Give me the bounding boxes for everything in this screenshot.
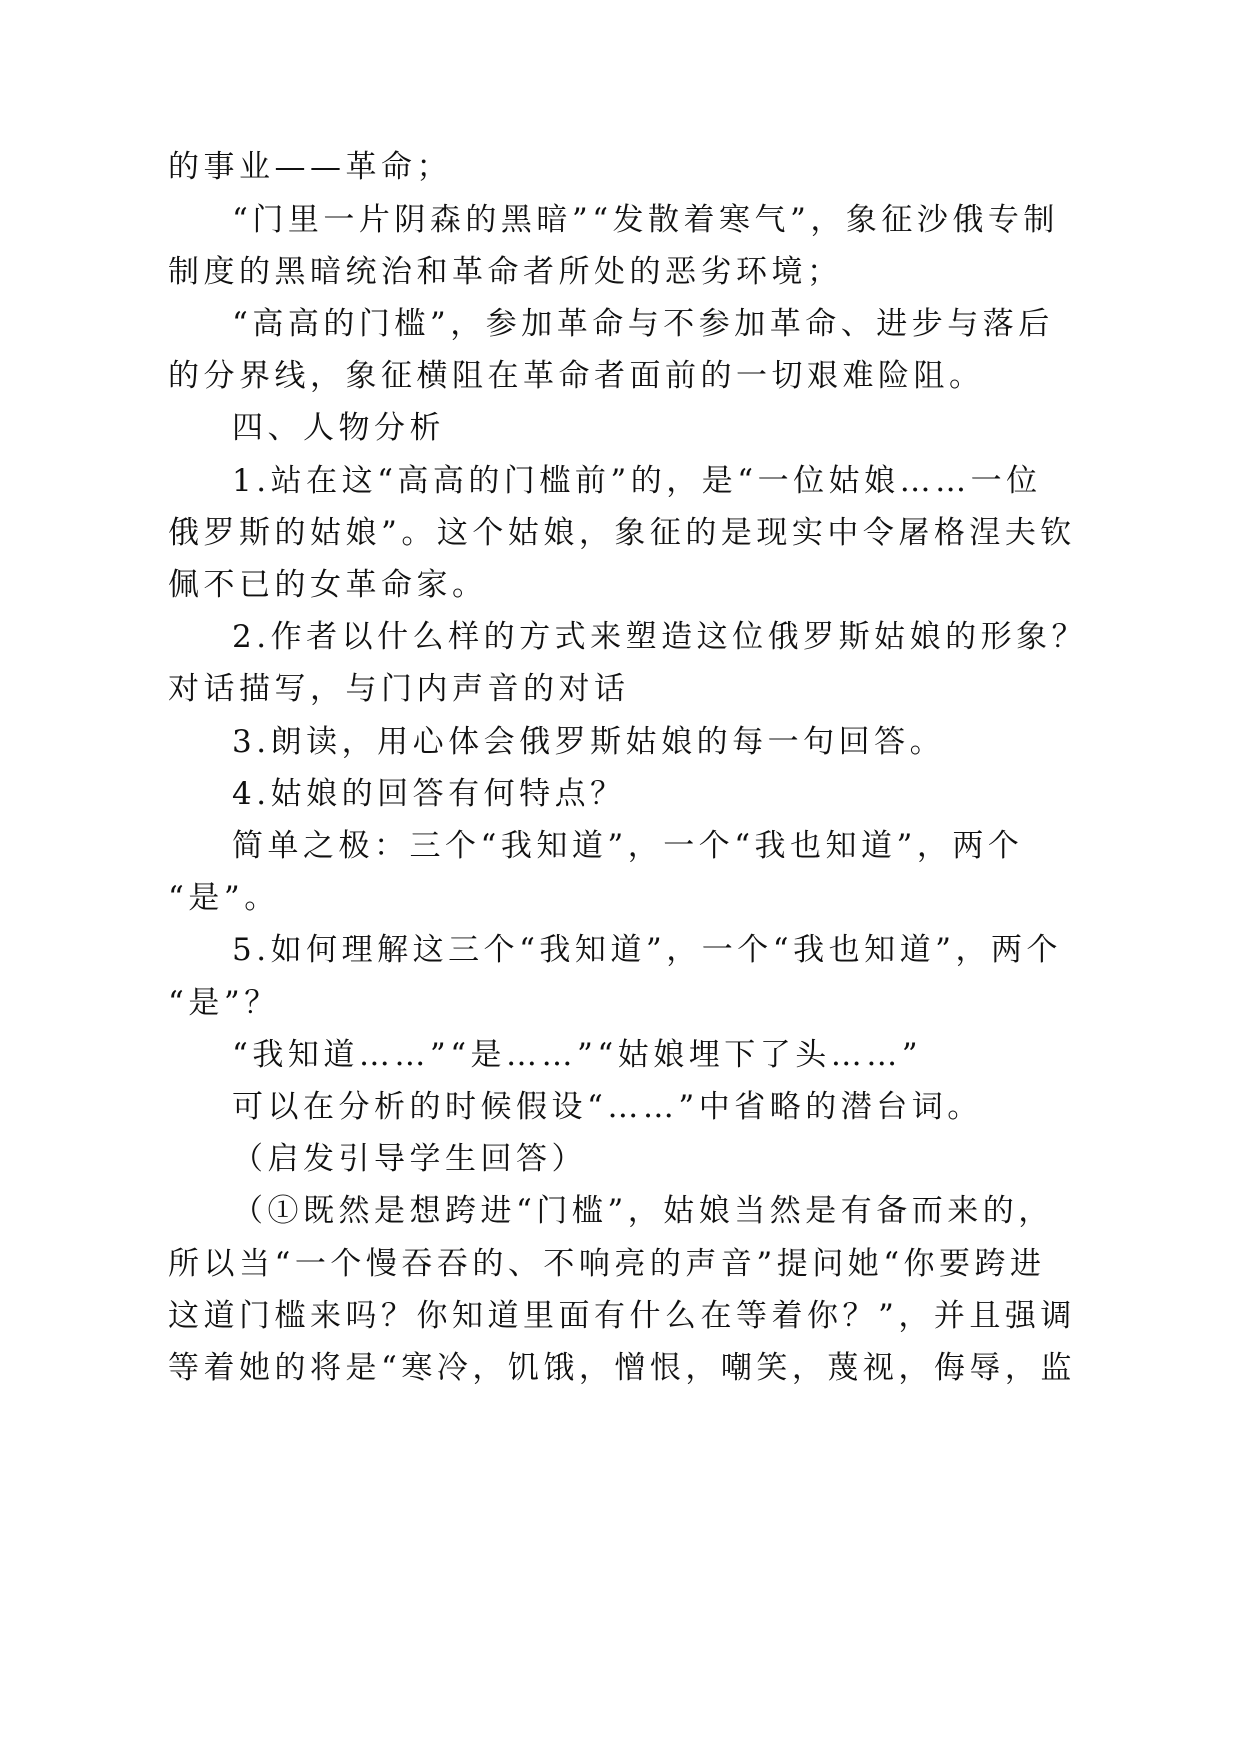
text-line-11: 对话描写，与门内声音的对话 (168, 671, 630, 707)
section-heading: 四、人物分析 (232, 410, 445, 446)
text-line-21: （①既然是想跨进“门槛”，姑娘当然是有备而来的， (232, 1193, 1054, 1229)
text-line-17: “是”？ (168, 985, 280, 1021)
text-line-20: （启发引导学生回答） (232, 1141, 587, 1177)
text-line-23: 这道门槛来吗？你知道里面有什么在等着你？”，并且强调 (168, 1298, 1076, 1334)
text-line-22: 所以当“一个慢吞吞的、不响亮的声音”提问她“你要跨进 (168, 1246, 1046, 1282)
text-line-14: 简单之极：三个“我知道”，一个“我也知道”，两个 (232, 828, 1024, 864)
text-line-3: 制度的黑暗统治和革命者所处的恶劣环境； (168, 254, 843, 290)
text-line-24: 等着她的将是“寒冷，饥饿，憎恨，嘲笑，蔑视，侮辱，监 (168, 1350, 1076, 1386)
text-line-16: 5.如何理解这三个“我知道”，一个“我也知道”，两个 (232, 932, 1062, 968)
text-line-13: 4.姑娘的回答有何特点？ (232, 776, 626, 812)
text-line-15: “是”。 (168, 880, 280, 916)
text-line-12: 3.朗读，用心体会俄罗斯姑娘的每一句回答。 (232, 724, 946, 760)
text-line-2: “门里一片阴森的黑暗”“发散着寒气”，象征沙俄专制 (232, 202, 1059, 238)
text-line-18: “我知道……”“是……”“姑娘埋下了头……” (232, 1037, 923, 1073)
text-line-8: 俄罗斯的姑娘”。这个姑娘，象征的是现实中令屠格涅夫钦 (168, 515, 1076, 551)
text-line-19: 可以在分析的时候假设“……”中省略的潜台词。 (232, 1089, 983, 1125)
text-line-4: “高高的门槛”，参加革命与不参加革命、进步与落后 (232, 306, 1054, 342)
text-line-5: 的分界线，象征横阻在革命者面前的一切艰难险阻。 (168, 358, 985, 394)
text-line-10: 2.作者以什么样的方式来塑造这位俄罗斯姑娘的形象？ (232, 619, 1088, 655)
text-line-1: 的事业——革命； (168, 149, 452, 185)
text-line-7: 1.站在这“高高的门槛前”的，是“一位姑娘……一位 (232, 463, 1042, 499)
text-line-9: 佩不已的女革命家。 (168, 567, 488, 603)
